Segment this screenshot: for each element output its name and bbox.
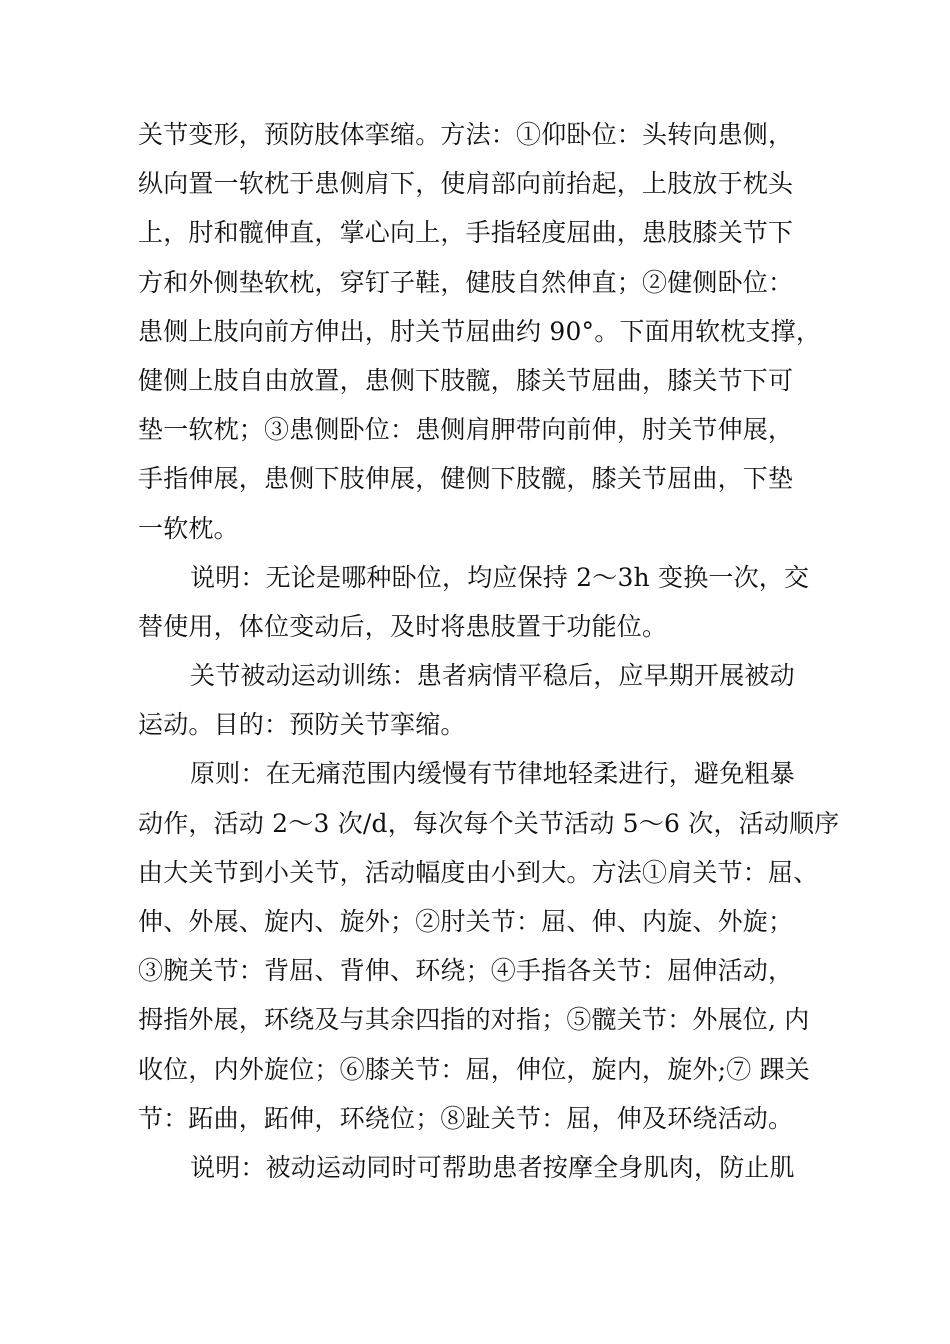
paragraph-passive-training-line: 关节被动运动训练：患者病情平稳后，应早期开展被动 — [190, 661, 795, 691]
text-line: 纵向置一软枕于患侧肩下，使肩部向前抬起，上肢放于枕头 — [138, 169, 794, 199]
paragraph-note-1-line: 说明：无论是哪种卧位，均应保持 2～3h 变换一次，交 — [190, 562, 810, 592]
text-line: 节：跖曲，跖伸，环绕位；⑧趾关节：屈，伸及环绕活动。 — [138, 1103, 794, 1133]
text-line: 伸、外展、旋内、旋外；②肘关节：屈、伸、内旋、外旋； — [138, 907, 794, 936]
text-line: 动作，活动 2～3 次/d，每次每个关节活动 5～6 次，活动顺序 — [138, 808, 840, 838]
text-line: 关节变形，预防肢体挛缩。方法：①仰卧位：头转向患侧， — [138, 120, 794, 149]
text-line: 垫一软枕；③患侧卧位：患侧肩胛带向前伸，肘关节伸展， — [138, 415, 794, 445]
paragraph-principle-line: 原则：在无痛范围内缓慢有节律地轻柔进行，避免粗暴 — [190, 759, 795, 789]
text-line: 患侧上肢向前方伸出，肘关节屈曲约 90°。下面用软枕支撑， — [138, 316, 822, 346]
text-line: 拇指外展，环绕及与其余四指的对指；⑤髋关节：外展位, 内 — [138, 1005, 810, 1035]
text-line: 收位，内外旋位；⑥膝关节：屈，伸位，旋内，旋外;⑦ 踝关 — [138, 1054, 810, 1084]
body-text — [138, 110, 838, 1192]
text-line: 运动。目的：预防关节挛缩。 — [138, 710, 466, 740]
text-line: 上，肘和髋伸直，掌心向上，手指轻度屈曲，患肢膝关节下 — [138, 218, 794, 248]
text-line: 手指伸展，患侧下肢伸展，健侧下肢髋，膝关节屈曲，下垫 — [138, 464, 794, 494]
text-line: 一软枕。 — [138, 513, 239, 543]
text-line: 方和外侧垫软枕，穿钉子鞋，健肢自然伸直；②健侧卧位： — [138, 267, 794, 297]
text-line: 替使用，体位变动后，及时将患肢置于功能位。 — [138, 611, 668, 641]
text-line: 健侧上肢自由放置，患侧下肢髋，膝关节屈曲，膝关节下可 — [138, 365, 794, 395]
text-line: 由大关节到小关节，活动幅度由小到大。方法①肩关节：屈、 — [138, 857, 819, 887]
text-line: ③腕关节：背屈、背伸、环绕；④手指各关节：屈伸活动， — [138, 956, 794, 986]
paragraph-note-2-line: 说明：被动运动同时可帮助患者按摩全身肌肉，防止肌 — [190, 1152, 795, 1182]
